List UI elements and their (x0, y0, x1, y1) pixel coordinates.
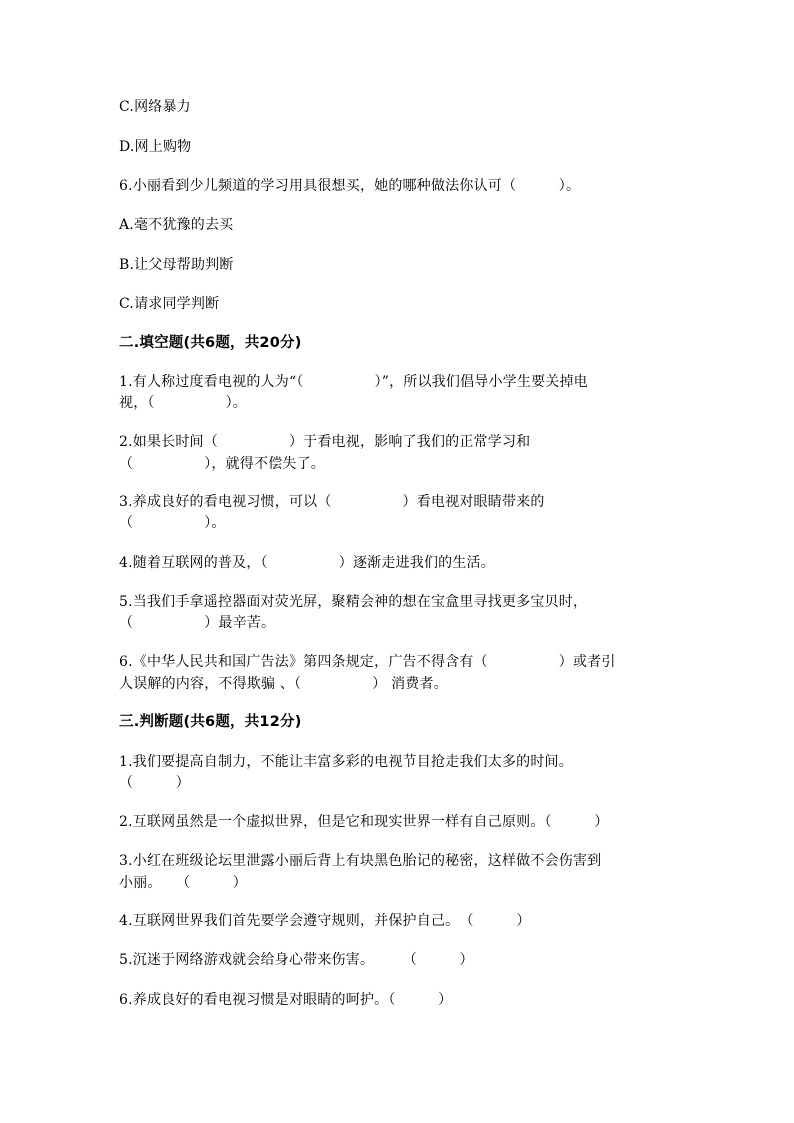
choice-q6-option-c: C.请求同学判断 (119, 296, 220, 312)
fill-q5-line2: （ ）最辛苦。 (119, 615, 276, 631)
judge-q1-line2: （ ） (119, 775, 190, 791)
fill-q2-line1: 2.如果长时间（ ）于看电视，影响了我们的正常学习和 (119, 434, 531, 450)
fill-q3-line1: 3.养成良好的看电视习惯，可以（ ）看电视对眼睛带来的 (119, 494, 545, 510)
fill-q6-line1: 6.《中华人民共和国广告法》第四条规定，广告不得含有（ ）或者引 (119, 654, 616, 670)
judge-q5-line1: 5.沉迷于网络游戏就会给身心带来伤害。 （ ） (119, 952, 474, 968)
fill-q5-line1: 5.当我们手拿遥控器面对荧光屏，聚精会神的想在宝盒里寻找更多宝贝时， (119, 594, 588, 610)
fill-q6-line2: 人误解的内容，不得欺骗 、（ ） 消费者。 (119, 676, 448, 692)
fill-q2-line2: （ ），就得不偿失了。 (119, 456, 325, 472)
judge-q2-line1: 2.互联网虽然是一个虚拟世界，但是它和现实世界一样有自己原则。（ ） (119, 814, 609, 830)
judge-section-heading: 三.判断题(共6题，共12分) (119, 714, 302, 730)
choice-q6-option-b: B.让父母帮助判断 (119, 257, 234, 273)
choice-q6-option-a: A.毫不犹豫的去买 (119, 217, 234, 233)
judge-q6-line1: 6.养成良好的看电视习惯是对眼睛的呵护。（ ） (119, 992, 453, 1008)
fill-q1-line2: 视，（ ）。 (119, 395, 247, 411)
choice-q5-option-c: C.网络暴力 (119, 99, 191, 115)
fill-q3-line2: （ ）。 (119, 515, 226, 531)
judge-q3-line2: 小丽。 （ ） (119, 875, 247, 891)
judge-q4-line1: 4.互联网世界我们首先要学会遵守规则，并保护自己。 （ ） (119, 913, 531, 929)
judge-q1-line1: 1.我们要提高自制力，不能让丰富多彩的电视节目抢走我们太多的时间。 (119, 754, 573, 770)
choice-q6-question: 6.小丽看到少儿频道的学习用具很想买，她的哪种做法你认可（ ）。 (119, 178, 581, 194)
choice-q5-option-d: D.网上购物 (119, 139, 192, 155)
fill-section-heading: 二.填空题(共6题，共20分) (119, 335, 302, 351)
judge-q3-line1: 3.小红在班级论坛里泄露小丽后背上有块黑色胎记的秘密，这样做不会伤害到 (119, 853, 602, 869)
fill-q4-line1: 4.随着互联网的普及，（ ）逐渐走进我们的生活。 (119, 555, 495, 571)
fill-q1-line1: 1.有人称过度看电视的人为“（ ）”，所以我们倡导小学生要关掉电 (119, 374, 588, 390)
